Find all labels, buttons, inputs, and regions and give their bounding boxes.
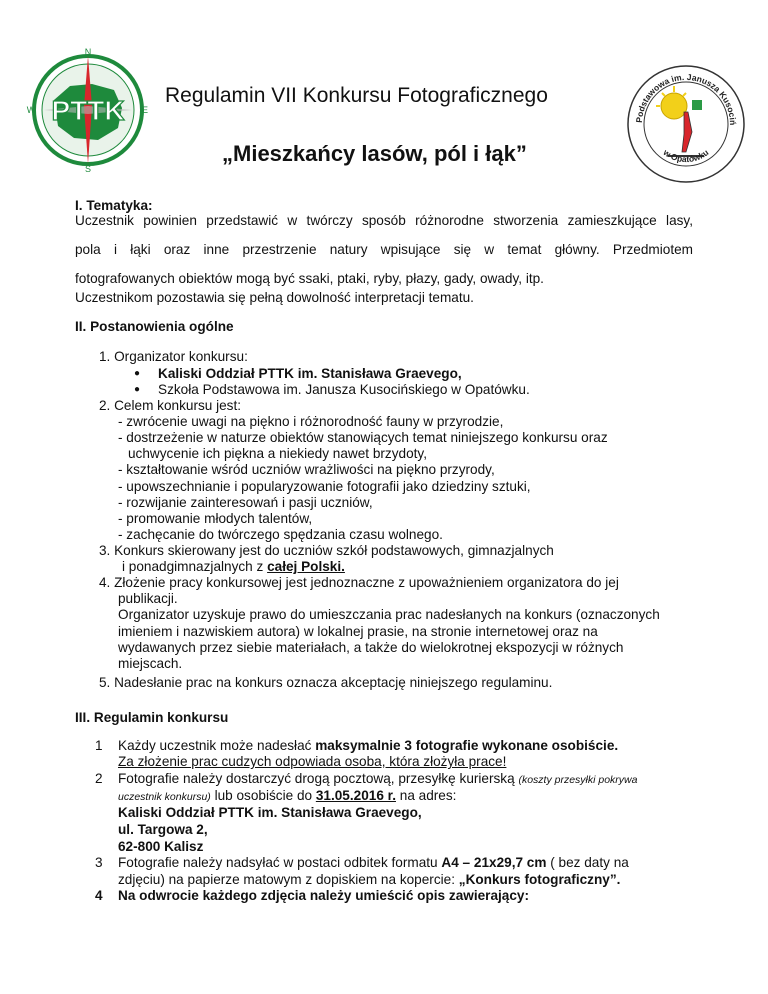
section-2-item-2: 2. Celem konkursu jest: bbox=[99, 398, 242, 413]
organizer-2: Szkoła Podstawowa im. Janusza Kusocińskiego w Opatówku. bbox=[158, 382, 530, 397]
goal-line: - kształtowanie wśród uczniów wrażliwości na piękno przyrody, bbox=[118, 462, 495, 477]
section-2-item-3: 3. Konkurs skierowany jest do uczniów szkół podstawowych, gimnazjalnych bbox=[99, 543, 554, 558]
section-3-heading: III. Regulamin konkursu bbox=[75, 710, 229, 725]
deadline-date: 31.05.2016 r. bbox=[315, 788, 396, 803]
goal-line: - promowanie młodych talentów, bbox=[118, 511, 313, 526]
compass-n: N bbox=[84, 47, 92, 57]
goal-line: - dostrzeżenie w naturze obiektów stanowiących temat niniejszego konkursu oraz bbox=[118, 430, 608, 445]
goal-line: uchwycenie ich piękna a niekiedy nawet brzydoty, bbox=[128, 446, 427, 461]
address-line: Kaliski Oddział PTTK im. Stanisława Graevego, bbox=[118, 805, 422, 820]
rule-2-note: (koszty przesyłki pokrywa bbox=[518, 774, 638, 786]
rule-3-format: A4 – 21x29,7 cm bbox=[441, 855, 547, 870]
rule-number-4: 4 bbox=[95, 888, 103, 903]
rule-1 bbox=[118, 738, 618, 753]
rule-2-note-cont: uczestnik konkursu) bbox=[118, 791, 211, 803]
rule-3-text: Fotografie należy nadsyłać w postaci odbitek formatu bbox=[118, 855, 442, 870]
rule-number-3: 3 bbox=[95, 855, 103, 870]
rule-2-cont bbox=[118, 788, 456, 803]
rule-1-emphasis: maksymalnie 3 fotografie wykonane osobiście. bbox=[315, 738, 619, 753]
section-2-heading: II. Postanowienia ogólne bbox=[75, 319, 234, 334]
section-2-item-5: 5. Nadesłanie prac na konkurs oznacza akceptację niniejszego regulaminu. bbox=[99, 675, 553, 690]
school-logo-bottom-text: w Opatówku bbox=[661, 147, 711, 165]
goal-line: - rozwijanie zainteresowań i pasji uczniów, bbox=[118, 495, 373, 510]
rule-1-text: Każdy uczestnik może nadesłać bbox=[118, 738, 316, 753]
rule-2 bbox=[118, 771, 637, 786]
section-2-item-1: 1. Organizator konkursu: bbox=[99, 349, 248, 364]
address-line: ul. Targowa 2, bbox=[118, 822, 208, 837]
compass-e: E bbox=[141, 105, 149, 115]
rule-2-mid: lub osobiście do bbox=[210, 788, 316, 803]
rule-2-text: Fotografie należy dostarczyć drogą pocztową, przesyłkę kurierską bbox=[118, 771, 519, 786]
goal-line: - upowszechnianie i popularyzowanie fotografii jako dziedziny sztuki, bbox=[118, 479, 531, 494]
section-1-heading: I. Tematyka: bbox=[75, 198, 153, 213]
section-1-line: Uczestnik powinien przedstawić w twórczy sposób różnorodne stworzenia zamieszkujące lasy, bbox=[75, 213, 693, 228]
rule-3-post: ( bez daty na bbox=[546, 855, 629, 870]
goal-line: - zachęcanie do twórczego spędzania czasu wolnego. bbox=[118, 527, 443, 542]
item-4-line: miejscach. bbox=[118, 656, 183, 671]
item-4-line: wydawanych przez siebie materiałach, a także do wielokrotnej ekspozycji w różnych bbox=[118, 640, 624, 655]
bullet-icon: ● bbox=[134, 368, 141, 379]
address-line: 62-800 Kalisz bbox=[118, 839, 204, 854]
document-subtitle: „Mieszkańcy lasów, pól i łąk” bbox=[222, 141, 527, 166]
rule-1-note: Za złożenie prac cudzych odpowiada osoba, która złożyła prace! bbox=[118, 754, 507, 769]
rule-number-2: 2 bbox=[95, 771, 103, 786]
compass-s: S bbox=[84, 164, 92, 174]
item-3-text: i ponadgimnazjalnych z bbox=[122, 559, 268, 574]
compass-w: W bbox=[26, 105, 36, 115]
section-1-paragraph bbox=[75, 206, 693, 293]
section-2-item-3-cont bbox=[122, 559, 345, 574]
rule-3-text-2: zdjęciu) na papierze matowym z dopiskiem na kopercie: bbox=[118, 872, 459, 887]
section-2-item-4: 4. Złożenie pracy konkursowej jest jednoznaczne z upoważnieniem organizatora do jej bbox=[99, 575, 619, 590]
school-logo-top-text: Podstawowa im. Janusza Kusociń bbox=[633, 71, 739, 126]
pttk-logo bbox=[24, 46, 152, 174]
goal-line: - zwrócenie uwagi na piękno i różnorodność fauny w przyrodzie, bbox=[118, 414, 504, 429]
rule-3-label: „Konkurs fotograficzny”. bbox=[458, 872, 621, 887]
pttk-logo-text: PTTK bbox=[51, 95, 125, 126]
organizer-1: Kaliski Oddział PTTK im. Stanisława Graevego, bbox=[158, 366, 462, 381]
section-1-line: pola i łąki oraz inne przestrzenie natury wpisujące się w temat główny. Przedmiotem bbox=[75, 242, 693, 257]
school-logo bbox=[622, 60, 750, 188]
item-4-line: publikacji. bbox=[118, 591, 178, 606]
section-1-line: fotografowanych obiektów mogą być ssaki, ptaki, ryby, płazy, gady, owady, itp. bbox=[75, 271, 544, 286]
document-title: Regulamin VII Konkursu Fotograficznego bbox=[165, 84, 548, 107]
item-3-emphasis: całej Polski. bbox=[267, 559, 345, 574]
rule-2-post: na adres: bbox=[395, 788, 457, 803]
item-4-line: imieniem i nazwiskiem autora) w lokalnej prasie, na stronie internetowej oraz na bbox=[118, 624, 598, 639]
rule-4: Na odwrocie każdego zdjęcia należy umieścić opis zawierający: bbox=[118, 888, 529, 903]
rule-3-cont bbox=[118, 872, 620, 887]
rule-3 bbox=[118, 855, 629, 870]
bullet-icon: ● bbox=[134, 384, 141, 395]
rule-number-1: 1 bbox=[95, 738, 103, 753]
section-1-note: Uczestnikom pozostawia się pełną dowolność interpretacji tematu. bbox=[75, 290, 474, 305]
item-4-line: Organizator uzyskuje prawo do umieszczania prac nadesłanych na konkurs (oznaczonych bbox=[118, 607, 660, 622]
